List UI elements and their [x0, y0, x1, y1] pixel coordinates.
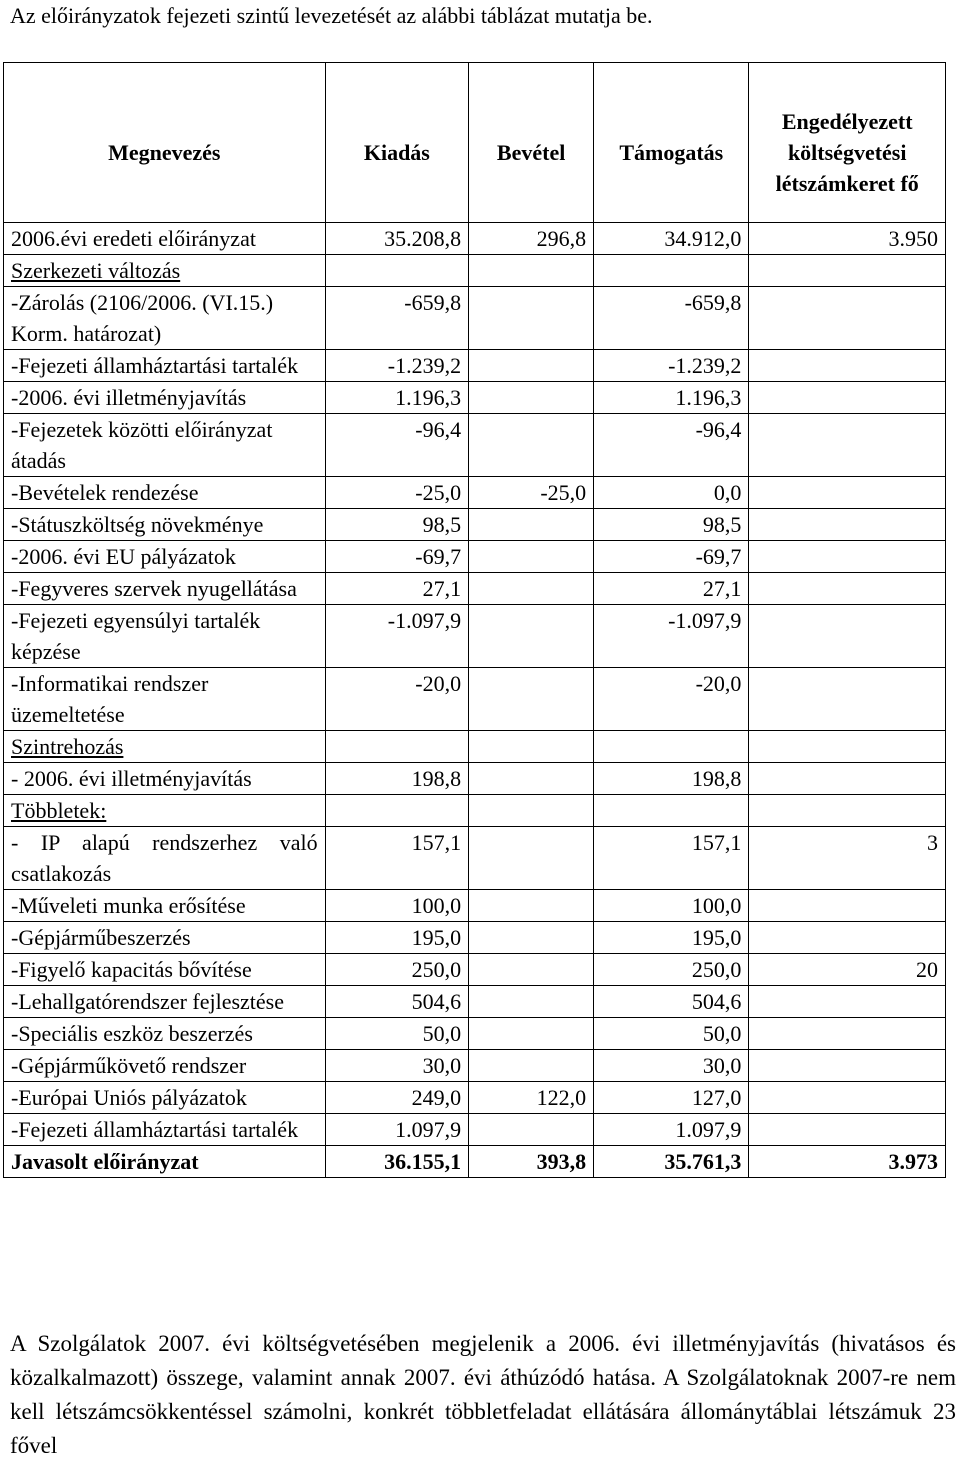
row-bevetel: 296,8 [469, 223, 594, 255]
row-name: -Fejezeti államháztartási tartalék [4, 1114, 326, 1146]
row-letszam [749, 382, 946, 414]
row-name: Szintrehozás [4, 731, 326, 763]
row-letszam [749, 890, 946, 922]
table-row [4, 954, 946, 986]
row-name: -Gépjárműkövető rendszer [4, 1050, 326, 1082]
table-row [4, 223, 946, 255]
table-row [4, 668, 946, 731]
row-name: -Műveleti munka erősítése [4, 890, 326, 922]
row-name: -Zárolás (2106/2006. (VI.15.) Korm. határozat) [4, 287, 326, 350]
row-letszam [749, 1082, 946, 1114]
row-tamogatas: 198,8 [594, 763, 749, 795]
table-row [4, 605, 946, 668]
row-kiadas: 98,5 [325, 509, 469, 541]
row-tamogatas: 98,5 [594, 509, 749, 541]
row-kiadas: -25,0 [325, 477, 469, 509]
table-body [4, 223, 946, 1146]
table-row [4, 827, 946, 890]
row-tamogatas: -1.239,2 [594, 350, 749, 382]
table-row [4, 541, 946, 573]
row-bevetel [469, 541, 594, 573]
row-kiadas: -69,7 [325, 541, 469, 573]
row-tamogatas: 1.196,3 [594, 382, 749, 414]
header-kiadas: Kiadás [325, 63, 469, 223]
header-bevetel: Bevétel [469, 63, 594, 223]
row-kiadas: 27,1 [325, 573, 469, 605]
row-kiadas: 35.208,8 [325, 223, 469, 255]
row-kiadas: -659,8 [325, 287, 469, 350]
row-bevetel [469, 827, 594, 890]
row-tamogatas: 0,0 [594, 477, 749, 509]
row-name: -2006. évi illetményjavítás [4, 382, 326, 414]
header-tamogatas: Támogatás [594, 63, 749, 223]
row-tamogatas [594, 795, 749, 827]
row-letszam [749, 986, 946, 1018]
row-name: -Fejezeti államháztartási tartalék [4, 350, 326, 382]
total-tamogatas: 35.761,3 [594, 1146, 749, 1178]
row-name: 2006.évi eredeti előirányzat [4, 223, 326, 255]
row-kiadas: 1.196,3 [325, 382, 469, 414]
row-letszam [749, 477, 946, 509]
row-letszam: 3.950 [749, 223, 946, 255]
row-kiadas: -96,4 [325, 414, 469, 477]
row-kiadas [325, 255, 469, 287]
row-letszam [749, 541, 946, 573]
row-bevetel [469, 509, 594, 541]
row-kiadas: 100,0 [325, 890, 469, 922]
row-kiadas: 50,0 [325, 1018, 469, 1050]
table-row [4, 763, 946, 795]
row-letszam [749, 1018, 946, 1050]
row-name: -Figyelő kapacitás bővítése [4, 954, 326, 986]
row-name: -Fejezeti egyensúlyi tartalék képzése [4, 605, 326, 668]
row-bevetel [469, 954, 594, 986]
table-header-row [4, 63, 946, 223]
row-bevetel [469, 1018, 594, 1050]
row-bevetel [469, 922, 594, 954]
row-tamogatas: 127,0 [594, 1082, 749, 1114]
table-row [4, 731, 946, 763]
row-name: -Státuszköltség növekménye [4, 509, 326, 541]
row-bevetel [469, 890, 594, 922]
row-tamogatas: -96,4 [594, 414, 749, 477]
row-bevetel [469, 668, 594, 731]
row-letszam [749, 255, 946, 287]
table-row [4, 350, 946, 382]
total-letszam: 3.973 [749, 1146, 946, 1178]
row-kiadas: 1.097,9 [325, 1114, 469, 1146]
row-kiadas: -20,0 [325, 668, 469, 731]
table-row [4, 795, 946, 827]
row-tamogatas: 50,0 [594, 1018, 749, 1050]
total-bevetel: 393,8 [469, 1146, 594, 1178]
row-letszam [749, 795, 946, 827]
row-tamogatas: 27,1 [594, 573, 749, 605]
row-bevetel [469, 350, 594, 382]
row-tamogatas: 30,0 [594, 1050, 749, 1082]
table-row [4, 1050, 946, 1082]
row-bevetel [469, 414, 594, 477]
row-bevetel [469, 573, 594, 605]
row-letszam [749, 1114, 946, 1146]
row-tamogatas [594, 731, 749, 763]
row-letszam [749, 731, 946, 763]
row-tamogatas: 195,0 [594, 922, 749, 954]
row-letszam: 3 [749, 827, 946, 890]
row-bevetel [469, 731, 594, 763]
row-letszam [749, 287, 946, 350]
row-name: -Informatikai rendszer üzemeltetése [4, 668, 326, 731]
row-tamogatas: -20,0 [594, 668, 749, 731]
total-row [4, 1146, 946, 1178]
budget-table [3, 62, 946, 1178]
row-tamogatas: -659,8 [594, 287, 749, 350]
row-tamogatas [594, 255, 749, 287]
row-bevetel [469, 605, 594, 668]
row-bevetel: -25,0 [469, 477, 594, 509]
table-row [4, 922, 946, 954]
row-kiadas: -1.097,9 [325, 605, 469, 668]
row-bevetel [469, 1050, 594, 1082]
row-letszam [749, 668, 946, 731]
row-bevetel [469, 763, 594, 795]
row-bevetel [469, 986, 594, 1018]
table-row [4, 1114, 946, 1146]
row-letszam [749, 573, 946, 605]
row-kiadas: 157,1 [325, 827, 469, 890]
table-row [4, 287, 946, 350]
row-letszam [749, 509, 946, 541]
table-row [4, 255, 946, 287]
bottom-paragraph: A Szolgálatok 2007. évi költségvetésében megjelenik a 2006. évi illetményjavítás (hivatásos és közalkalmazott) összege, valamint annak 2007. évi áthúzódó hatása. A Szolgálatoknak 2007-re nem kell létszámcsökkentéssel számolni, konkrét többletfeladat ellátására állománytáblai létszámuk 23 fővel [10, 1331, 956, 1458]
intro-paragraph: Az előirányzatok fejezeti szintű levezetését az alábbi táblázat mutatja be. [10, 3, 653, 28]
row-name: -Gépjárműbeszerzés [4, 922, 326, 954]
row-letszam [749, 350, 946, 382]
row-kiadas: 198,8 [325, 763, 469, 795]
row-kiadas [325, 795, 469, 827]
row-name: - IP alapú rendszerhez való csatlakozás [4, 827, 326, 890]
row-letszam [749, 922, 946, 954]
row-tamogatas: 100,0 [594, 890, 749, 922]
row-bevetel [469, 1114, 594, 1146]
row-kiadas: 195,0 [325, 922, 469, 954]
row-bevetel [469, 795, 594, 827]
row-name: -Fejezetek közötti előirányzat átadás [4, 414, 326, 477]
table-row [4, 382, 946, 414]
total-kiadas: 36.155,1 [325, 1146, 469, 1178]
table-row [4, 573, 946, 605]
row-tamogatas: -1.097,9 [594, 605, 749, 668]
row-name: -Bevételek rendezése [4, 477, 326, 509]
row-letszam [749, 763, 946, 795]
row-tamogatas: -69,7 [594, 541, 749, 573]
table-row [4, 414, 946, 477]
row-kiadas [325, 731, 469, 763]
row-kiadas: 504,6 [325, 986, 469, 1018]
row-name: -Fegyveres szervek nyugellátása [4, 573, 326, 605]
header-megnevezes: Megnevezés [4, 63, 326, 223]
row-name: -Lehallgatórendszer fejlesztése [4, 986, 326, 1018]
row-tamogatas: 504,6 [594, 986, 749, 1018]
row-kiadas: 30,0 [325, 1050, 469, 1082]
row-letszam [749, 1050, 946, 1082]
row-name: -Európai Uniós pályázatok [4, 1082, 326, 1114]
total-name: Javasolt előirányzat [4, 1146, 326, 1178]
table-row [4, 890, 946, 922]
table-row [4, 1018, 946, 1050]
table-row [4, 986, 946, 1018]
row-tamogatas: 250,0 [594, 954, 749, 986]
row-name: Szerkezeti változás [4, 255, 326, 287]
row-name: -Speciális eszköz beszerzés [4, 1018, 326, 1050]
row-name: - 2006. évi illetményjavítás [4, 763, 326, 795]
table-row [4, 477, 946, 509]
row-name: -2006. évi EU pályázatok [4, 541, 326, 573]
row-bevetel [469, 382, 594, 414]
row-tamogatas: 34.912,0 [594, 223, 749, 255]
header-engedelyezett: Engedélyezett költségvetési létszámkeret fő [749, 63, 946, 223]
row-tamogatas: 157,1 [594, 827, 749, 890]
row-kiadas: 250,0 [325, 954, 469, 986]
row-letszam [749, 605, 946, 668]
row-bevetel: 122,0 [469, 1082, 594, 1114]
table-row [4, 509, 946, 541]
row-bevetel [469, 287, 594, 350]
row-kiadas: 249,0 [325, 1082, 469, 1114]
row-kiadas: -1.239,2 [325, 350, 469, 382]
row-tamogatas: 1.097,9 [594, 1114, 749, 1146]
row-bevetel [469, 255, 594, 287]
row-letszam: 20 [749, 954, 946, 986]
row-name: Többletek: [4, 795, 326, 827]
row-letszam [749, 414, 946, 477]
table-row [4, 1082, 946, 1114]
